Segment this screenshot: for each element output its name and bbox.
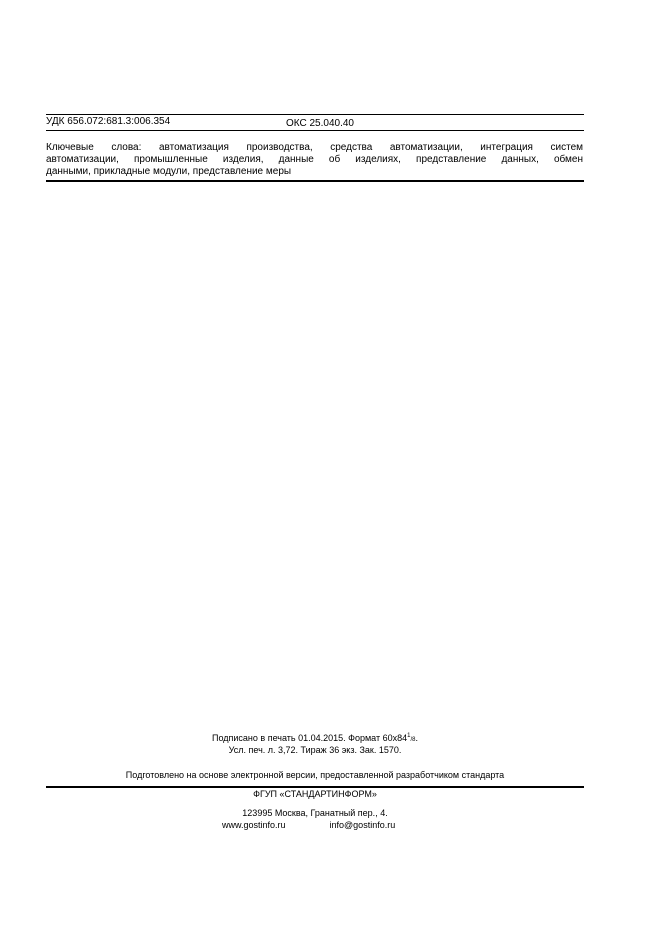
- keywords-bottom-rule: [46, 180, 584, 182]
- keywords-line-3: данными, прикладные модули, представление меры: [46, 166, 292, 177]
- publisher-address: 123995 Москва, Гранатный пер., 4.: [242, 808, 388, 818]
- oks-code: ОКС 25.040.40: [286, 118, 354, 129]
- keywords-line-2: автоматизации, промышленные изделия, данные об изделиях, представление данных, обмен: [46, 154, 583, 165]
- publisher-name: ФГУП «СТАНДАРТИНФОРМ»: [253, 789, 377, 799]
- format-fraction-slash: /: [410, 737, 413, 743]
- keywords-block: [46, 142, 583, 178]
- publisher-contacts: [222, 820, 395, 831]
- website-link[interactable]: www.gostinfo.ru: [222, 820, 286, 830]
- prepared-note: Подготовлено на основе электронной версии, предоставленной разработчиком стандарта: [125, 770, 505, 780]
- format-fraction-denominator: 8: [412, 737, 416, 743]
- publisher-rule: [46, 786, 584, 788]
- udk-code: УДК 656.072:681.3:006.354: [46, 116, 171, 127]
- imprint-signed-text: Подписано в печать 01.04.2015. Формат 60х84: [212, 733, 408, 743]
- format-fraction-numerator: 1: [407, 733, 411, 739]
- classification-rule: [46, 130, 584, 131]
- email-link[interactable]: info@gostinfo.ru: [329, 820, 396, 830]
- imprint-print-info: Усл. печ. л. 3,72. Тираж 36 экз. Зак. 1570.: [228, 745, 402, 755]
- keywords-line-1: Ключевые слова: автоматизация производства, средства автоматизации, интеграция систем: [46, 142, 583, 153]
- top-rule: [46, 114, 584, 115]
- format-suffix: .: [415, 733, 418, 743]
